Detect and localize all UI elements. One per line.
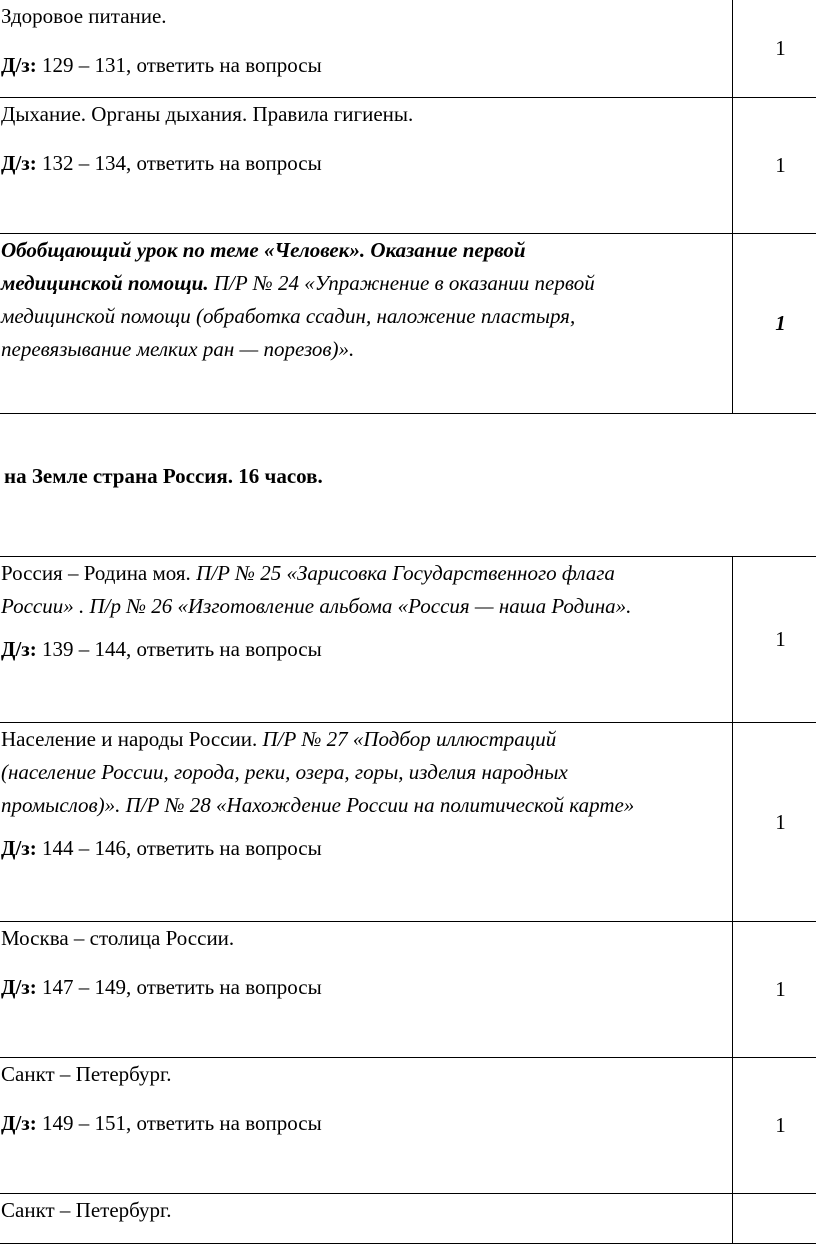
homework-line xyxy=(1,971,732,1004)
lesson-title: Дыхание. Органы дыхания. Правила гигиены. xyxy=(1,102,414,126)
topic-cell xyxy=(0,1058,733,1194)
table-row xyxy=(0,234,816,414)
table-row xyxy=(0,1058,816,1194)
homework-label: Д/з: xyxy=(1,1111,37,1135)
hours-cell: 1 xyxy=(733,1058,816,1194)
lesson-table-2 xyxy=(0,556,816,1244)
homework-text: 129 – 131, ответить на вопросы xyxy=(36,53,322,77)
lesson-line: (население России, города, реки, озера, горы, изделия народных xyxy=(1,760,568,784)
homework-label: Д/з: xyxy=(1,836,37,860)
table-row xyxy=(0,723,816,922)
hours-cell: 1 xyxy=(733,0,816,98)
homework-label: Д/з: xyxy=(1,975,37,999)
topic-cell xyxy=(0,922,733,1058)
homework-text: 139 – 144, ответить на вопросы xyxy=(36,637,322,661)
hours-cell: 1 xyxy=(733,723,816,922)
lesson-table-1 xyxy=(0,0,816,414)
table-row xyxy=(0,1194,816,1244)
topic-cell xyxy=(0,557,733,723)
homework-line xyxy=(1,633,732,666)
lesson-title: Население и народы России. xyxy=(1,727,258,751)
lesson-title: Санкт – Петербург. xyxy=(1,1062,172,1086)
homework-text: 149 – 151, ответить на вопросы xyxy=(36,1111,322,1135)
lesson-title: Обобщающий урок по теме «Человек». Оказание первой xyxy=(1,238,526,262)
table-row xyxy=(0,0,816,98)
homework-text: 147 – 149, ответить на вопросы xyxy=(36,975,322,999)
lesson-line: перевязывание мелких ран — порезов)». xyxy=(1,337,355,361)
topic-cell xyxy=(0,723,733,922)
lesson-title: Москва – столица России. xyxy=(1,926,235,950)
hours-cell: 1 xyxy=(733,922,816,1058)
table-row xyxy=(0,98,816,234)
lesson-line: Россия – Родина моя. П/Р № 25 «Зарисовка Государственного флага xyxy=(1,561,615,585)
lesson-title: Здоровое питание. xyxy=(1,4,167,28)
hours-cell xyxy=(733,1194,816,1244)
lesson-line: медицинской помощи (обработка ссадин, наложение пластыря, xyxy=(1,304,576,328)
hours-cell: 1 xyxy=(733,557,816,723)
table-row xyxy=(0,557,816,723)
topic-cell xyxy=(0,1194,733,1244)
lesson-line: Население и народы России. П/Р № 27 «Подбор иллюстраций xyxy=(1,727,557,751)
lesson-line: медицинской помощи. П/Р № 24 «Упражнение в оказании первой xyxy=(1,271,595,295)
hours-cell: 1 xyxy=(733,234,816,414)
lesson-line: промыслов)». П/Р № 28 «Нахождение России на политической карте» xyxy=(1,793,635,817)
homework-label: Д/з: xyxy=(1,53,37,77)
homework-line xyxy=(1,147,732,180)
lesson-line: России» . П/р № 26 «Изготовление альбома «Россия — наша Родина». xyxy=(1,594,632,618)
homework-label: Д/з: xyxy=(1,637,37,661)
table-row xyxy=(0,922,816,1058)
lesson-title: Санкт – Петербург. xyxy=(1,1198,172,1222)
homework-text: 132 – 134, ответить на вопросы xyxy=(36,151,322,175)
topic-cell xyxy=(0,98,733,234)
hours-cell: 1 xyxy=(733,98,816,234)
homework-line xyxy=(1,49,732,82)
homework-line xyxy=(1,1107,732,1140)
topic-cell xyxy=(0,234,733,414)
homework-text: 144 – 146, ответить на вопросы xyxy=(36,836,322,860)
homework-line xyxy=(1,832,732,865)
section-title: на Земле страна Россия. 16 часов. xyxy=(4,464,323,488)
lesson-title: Россия – Родина моя. xyxy=(1,561,191,585)
homework-label: Д/з: xyxy=(1,151,37,175)
topic-cell xyxy=(0,0,733,98)
